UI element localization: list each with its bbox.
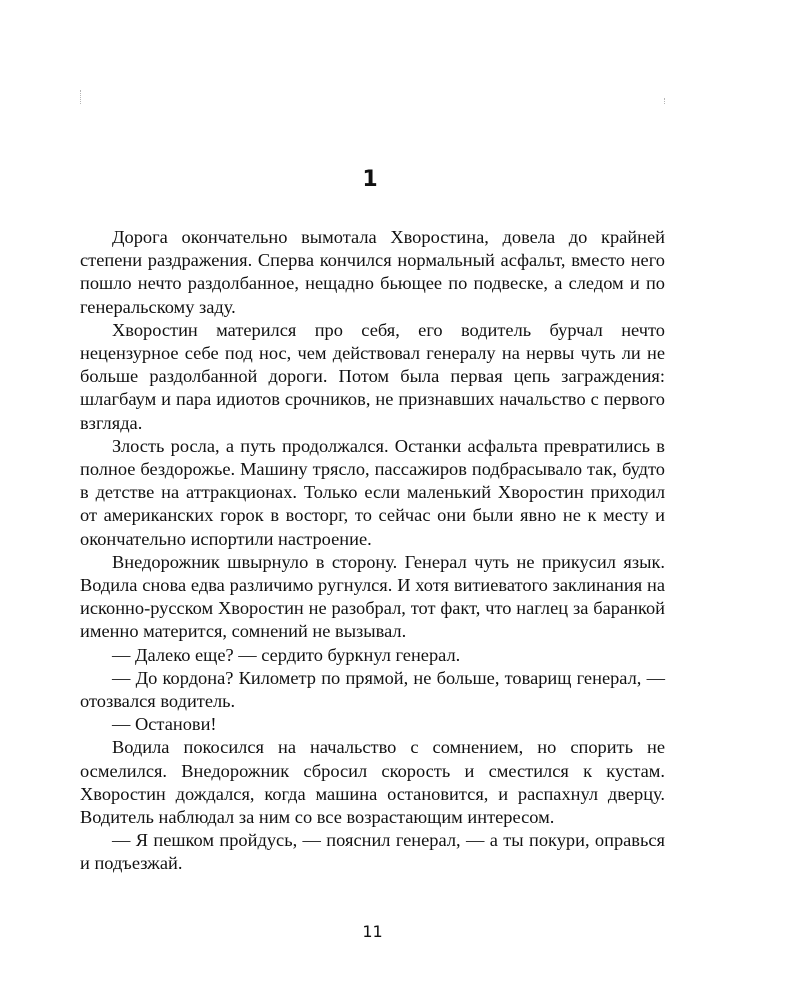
paragraph-2: Хворостин матерился про себя, его водитель бурчал нечто нецензурное себе под нос, чем действовал генералу на нервы чуть ли не больше раздолбанной дороги. Потом была первая цепь заграждения: шлагбаум и пара идиотов срочников, не признавших начальство с первого взгляда. (80, 319, 665, 433)
dialogue-line-3: — Останови! (112, 714, 217, 735)
paragraph-1: Дорога окончательно вымотала Хворостина, довела до крайней степени раздражения. Сперва кончился нормальный асфальт, вместо него пошло нечто раздолбанное, нещадно бьющее по подвеске, а следом и по генеральскому заду. (80, 227, 665, 317)
chapter-number: 1 (362, 167, 378, 192)
page-number: 11 (362, 922, 383, 941)
dialogue-line-2: — До кордона? Километр по прямой, не больше, товарищ генерал, — отозвался водитель. (80, 667, 665, 712)
paragraph-4: Внедорожник швырнуло в сторону. Генерал чуть не прикусил язык. Водила снова едва различимо ругнулся. И хотя витиеватого заклинания на исконно-русском Хворостин не разобрал, тот факт, что наглец за баранкой именно матерится, сомнений не вызывал. (80, 551, 665, 642)
paragraph-5: Водила покосился на начальство с сомнением, но спорить не осмелился. Внедорожник сбросил скорость и сместился к кустам. Хворостин дождался, когда машина остановится, и распахнул дверцу. Водитель наблюдал за ним со все возрастающим интересом. (80, 737, 665, 828)
dialogue-line-1: — Далеко еще? — сердито буркнул генерал. (112, 644, 461, 665)
margin-mark-left (80, 90, 82, 104)
margin-mark-right (664, 98, 666, 104)
chapter-body (80, 226, 665, 876)
paragraph-3: Злость росла, а путь продолжался. Останки асфальта превратились в полное бездорожье. Машину трясло, пассажиров подбрасывало так, будто в детстве на аттракционах. Только если маленький Хворостин приходил от американских горок в восторг, то сейчас они были явно не к месту и окончательно испортили настроение. (80, 435, 665, 549)
dialogue-line-4: — Я пешком пройдусь, — пояснил генерал, — а ты покури, оправься и подъезжай. (80, 830, 665, 874)
